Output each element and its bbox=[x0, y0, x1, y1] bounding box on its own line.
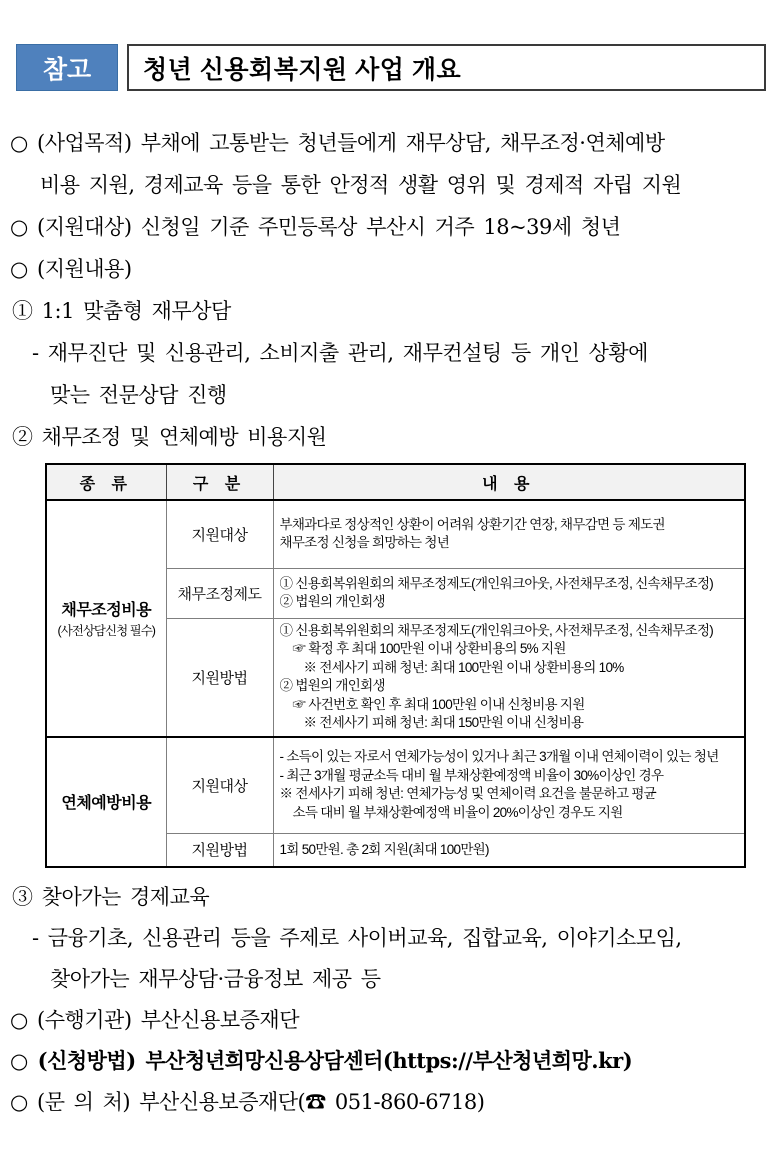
table-row bbox=[46, 500, 745, 568]
row-label: 지원대상 bbox=[166, 737, 273, 834]
col-header-category: 구 분 bbox=[166, 464, 273, 500]
group-name: 채무조정비용 bbox=[61, 602, 152, 620]
document-footer bbox=[10, 876, 768, 1122]
document-header bbox=[16, 44, 766, 91]
line-contact: ○ (문 의 처) 부산신용보증재단(☎ 051-860-6718) bbox=[10, 1090, 485, 1114]
reference-badge: 참고 bbox=[16, 44, 118, 91]
group-delinquency-prevention bbox=[46, 737, 166, 867]
table-header-row bbox=[46, 464, 745, 500]
line-agency: ○ (수행기관) 부산신용보증재단 bbox=[10, 1008, 299, 1032]
line-purpose-1: ○ (사업목적) 부채에 고통받는 청년들에게 재무상담, 채무조정·연체예방 bbox=[10, 131, 665, 155]
table-row bbox=[46, 737, 745, 834]
line-details-header: ○ (지원내용) bbox=[10, 257, 132, 281]
support-table-wrap bbox=[45, 463, 746, 868]
document-body bbox=[10, 121, 768, 457]
row-label: 지원방법 bbox=[166, 834, 273, 867]
row-content: ① 신용회복위원회의 채무조정제도(개인워크아웃, 사전채무조정, 신속채무조정) ☞ 확정 후 최대 100만원 이내 상환비용의 5% 지원 ※ 전세사기 피해 청년: 최대 100만원 이내 상환비용의 10% ② 법원의 개인회생 ☞ 사건번호 확인 후 최대 100만원 이내 신청비용 지원 ※ 전세사기 피해 청년: 최대 150만원 이내 신청비용 bbox=[273, 618, 745, 737]
line-item1-sub1: - 재무진단 및 신용관리, 소비지출 관리, 재무컨설팅 등 개인 상황에 bbox=[32, 341, 648, 365]
line-item3-title: ③ 찾아가는 경제교육 bbox=[12, 885, 210, 909]
col-header-type: 종 류 bbox=[46, 464, 166, 500]
row-content: 1회 50만원. 총 2회 지원(최대 100만원) bbox=[273, 834, 745, 867]
line-apply-method: ○ (신청방법) 부산청년희망신용상담센터(https://부산청년희망.kr) bbox=[10, 1048, 633, 1073]
row-content: - 소득이 있는 자로서 연체가능성이 있거나 최근 3개월 이내 연체이력이 있는 청년 - 최근 3개월 평균소득 대비 월 부채상환예정액 비율이 30%이상인 경우 ※ 전세사기 피해 청년: 연체가능성 및 연체이력 요건을 불문하고 평균 소득 대비 월 부채상환예정액 비율이 20%이상인 경우도 지원 bbox=[273, 737, 745, 834]
group-name: 연체예방비용 bbox=[61, 795, 152, 812]
line-item3-sub1: - 금융기초, 신용관리 등을 주제로 사이버교육, 집합교육, 이야기소모임, bbox=[32, 926, 682, 950]
line-purpose-2: 비용 지원, 경제교육 등을 통한 안정적 생활 영위 및 경제적 자립 지원 bbox=[40, 173, 682, 197]
group-name-note: (사전상담신청 필수) bbox=[57, 624, 155, 639]
line-item3-sub2: 찾아가는 재무상담·금융정보 제공 등 bbox=[50, 967, 381, 991]
line-target: ○ (지원대상) 신청일 기준 주민등록상 부산시 거주 18~39세 청년 bbox=[10, 215, 621, 239]
row-label: 지원대상 bbox=[166, 500, 273, 568]
group-debt-adjustment bbox=[46, 500, 166, 737]
support-table bbox=[45, 463, 746, 868]
col-header-content: 내 용 bbox=[273, 464, 745, 500]
line-item1-title: ① 1:1 맞춤형 재무상담 bbox=[12, 299, 231, 323]
page-title: 청년 신용회복지원 사업 개요 bbox=[127, 44, 766, 91]
row-label: 지원방법 bbox=[166, 618, 273, 737]
line-item2-title: ② 채무조정 및 연체예방 비용지원 bbox=[12, 425, 327, 449]
line-item1-sub2: 맞는 전문상담 진행 bbox=[50, 383, 227, 407]
row-content: ① 신용회복위원회의 채무조정제도(개인워크아웃, 사전채무조정, 신속채무조정) ② 법원의 개인회생 bbox=[273, 568, 745, 618]
row-label: 채무조정제도 bbox=[166, 568, 273, 618]
row-content: 부채과다로 정상적인 상환이 어려워 상환기간 연장, 채무감면 등 제도권 채무조정 신청을 희망하는 청년 bbox=[273, 500, 745, 568]
